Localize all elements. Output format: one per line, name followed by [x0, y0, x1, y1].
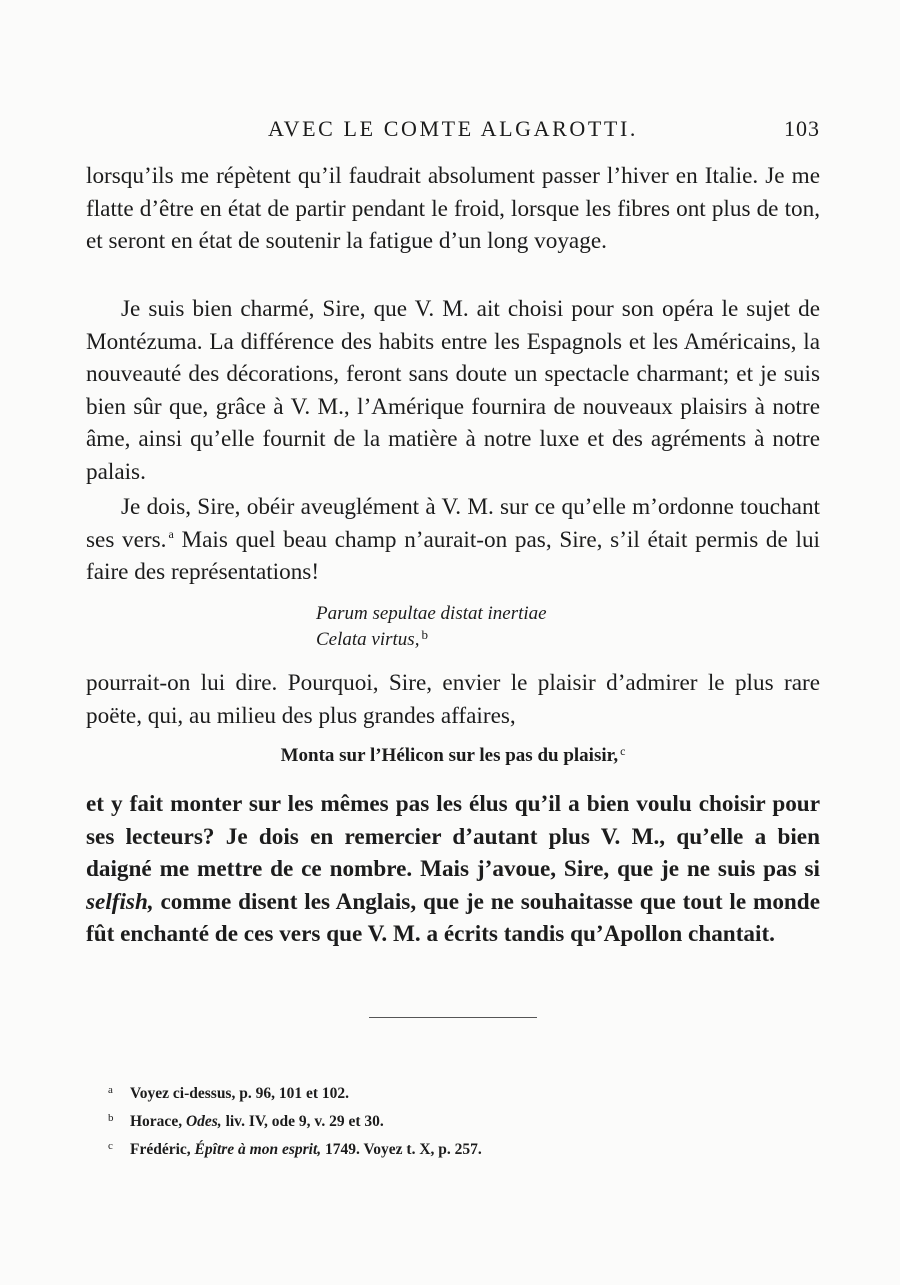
footnote-mark-b: b: [108, 1112, 114, 1124]
page-number: 103: [784, 116, 820, 141]
paragraph-4-text: pourrait-on lui dire. Pourquoi, Sire, envier le plaisir d’admirer le plus rare poëte, qui, au milieu des plus grandes affaires,: [86, 670, 820, 729]
footnote-ref-b: b: [421, 627, 428, 642]
paragraph-1: [86, 160, 820, 258]
footnote-b-text-b: liv. IV, ode 9, v. 29 et 30.: [221, 1113, 384, 1130]
latin-quotation: [316, 601, 547, 653]
footnote-a-text: Voyez ci-dessus, p. 96, 101 et 102.: [130, 1085, 350, 1102]
paragraph-5: [86, 788, 820, 951]
footnote-ref-a: a: [168, 526, 174, 541]
footnote-b-text-a: Horace,: [130, 1113, 186, 1130]
paragraph-3-text-b: Mais quel beau champ n’aurait-on pas, Sire, s’il était permis de lui faire des représentations!: [86, 526, 820, 586]
paragraph-2: [86, 293, 820, 489]
footnotes: [108, 1078, 482, 1162]
french-verse-quotation: [86, 743, 820, 769]
french-verse-text: Monta sur l’Hélicon sur les pas du plaisir,: [280, 745, 619, 766]
footnote-mark-a: a: [108, 1084, 113, 1096]
footnote-ref-c: c: [620, 744, 626, 758]
footnote-separator-rule: [369, 1017, 537, 1018]
paragraph-2-text: Je suis bien charmé, Sire, que V. M. ait choisi pour son opéra le sujet de Montézuma. La différence des habits entre les Espagnols et les Américains, la nouveauté des décorations, feront sans doute un spectacle charmant; et je suis bien sûr que, grâce à V. M., l’Amérique fournira de nouveaux plaisirs à notre âme, ainsi qu’elle fournit de la matière à notre luxe et des agréments à notre palais.: [86, 296, 820, 485]
paragraph-5-text-b: comme disent les Anglais, que je ne souhaitasse que tout le monde fût enchanté de ces vers que V. M. a écrits tandis qu’Apollon chantait.: [86, 888, 820, 948]
latin-quotation-line-1: Parum sepultae distat inertiae: [316, 603, 547, 624]
latin-quotation-line-2: Celata virtus,: [316, 629, 420, 650]
running-head-title: AVEC LE COMTE ALGAROTTI.: [268, 116, 638, 141]
paragraph-3: [86, 491, 820, 589]
paragraph-3-text-a: Je dois, Sire, obéir aveuglément à V. M. sur ce qu’elle m’ordonne touchant ses vers.: [86, 494, 820, 553]
paragraph-5-italic: selfish,: [86, 888, 154, 915]
footnote-b: [108, 1106, 482, 1134]
footnote-c-text-a: Frédéric,: [130, 1141, 195, 1158]
footnote-mark-c: c: [108, 1140, 113, 1152]
footnote-b-italic: Odes,: [185, 1113, 222, 1130]
footnote-a: [108, 1078, 482, 1106]
paragraph-1-text: lorsqu’ils me répètent qu’il faudrait absolument passer l’hiver en Italie. Je me flatte d’être en état de partir pendant le froid, lorsque les fibres ont plus de ton, et seront en état de soutenir la fatigue d’un long voyage.: [86, 163, 820, 255]
footnote-c-text-b: 1749. Voyez t. X, p. 257.: [321, 1141, 482, 1158]
paragraph-5-text-a: et y fait monter sur les mêmes pas les élus qu’il a bien voulu choisir pour ses lecteurs? Je dois en remercier d’autant plus V. M., qu’elle a bien daigné me mettre de ce nombre. Mais j’avoue, Sire, que je ne suis pas si: [86, 791, 820, 883]
paragraph-4: [86, 667, 820, 732]
footnote-c: [108, 1134, 482, 1162]
footnote-c-italic: Épître à mon esprit,: [194, 1141, 322, 1158]
running-head: [86, 116, 820, 150]
